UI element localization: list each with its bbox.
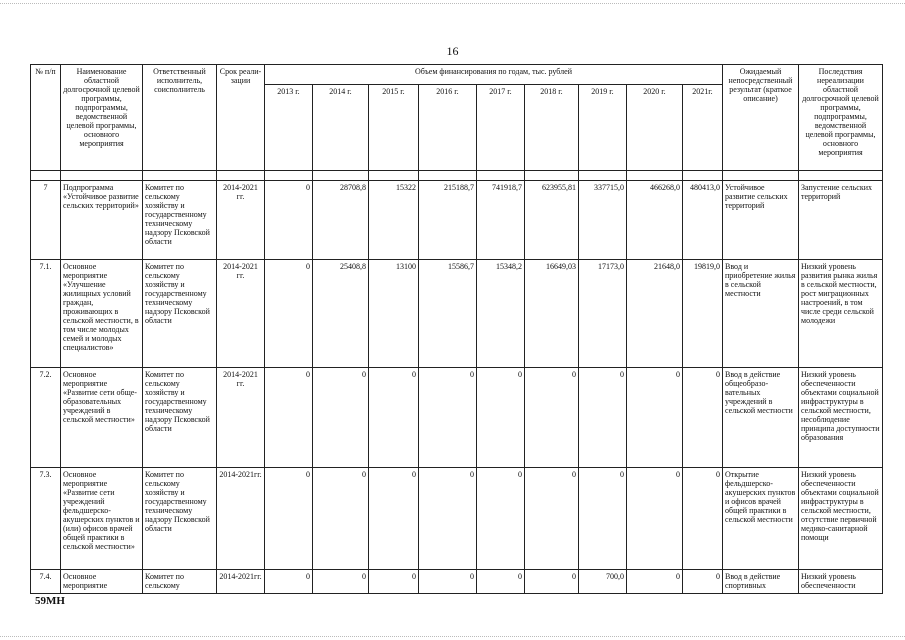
header-responsible: Ответственный исполнитель, соисполнитель bbox=[143, 65, 217, 171]
row-term: 2014-2021 гг. bbox=[217, 260, 265, 368]
row-responsible: Комитет по сельскому хозяйству и государственному техническому надзору Псковской области bbox=[143, 468, 217, 570]
header-num: № п/п bbox=[31, 65, 61, 171]
table-row bbox=[31, 181, 883, 260]
row-expected: Устойчивое развитие сельских территорий bbox=[723, 181, 799, 260]
row-value: 0 bbox=[265, 181, 313, 260]
row-value: 0 bbox=[419, 468, 477, 570]
header-year: 2017 г. bbox=[477, 85, 525, 171]
row-value: 15586,7 bbox=[419, 260, 477, 368]
row-value: 15348,2 bbox=[477, 260, 525, 368]
row-name: Основное мероприятие bbox=[61, 570, 143, 594]
header-spacer-row bbox=[31, 171, 883, 181]
row-value: 466268,0 bbox=[627, 181, 683, 260]
row-name: Основное мероприятие «Развитие сети обще-образовательных учреждений в сельской местности» bbox=[61, 368, 143, 468]
table-row bbox=[31, 468, 883, 570]
row-name: Основное мероприятие «Развитие сети учреждений фельдшерско-акушерских пунктов и (или) офисов врачей общей практики в сельской местности» bbox=[61, 468, 143, 570]
scan-top-edge bbox=[0, 3, 905, 5]
row-num: 7.2. bbox=[31, 368, 61, 468]
row-value: 0 bbox=[477, 570, 525, 594]
row-num: 7.4. bbox=[31, 570, 61, 594]
row-value: 15322 bbox=[369, 181, 419, 260]
header-name: Наименование областной долгосрочной целевой программы, подпрограммы, ведомственной целевой программы, основного мероприятия bbox=[61, 65, 143, 171]
row-consequences: Низкий уровень обеспеченности объектами социальной инфраструктуры в сельской местности, несоблюдение принципа доступности образования bbox=[799, 368, 883, 468]
row-value: 0 bbox=[369, 368, 419, 468]
row-value: 0 bbox=[313, 468, 369, 570]
row-value: 0 bbox=[683, 570, 723, 594]
header-funding: Объем финансирования по годам, тыс. рублей bbox=[265, 65, 723, 85]
row-term: 2014-2021гг. bbox=[217, 570, 265, 594]
funding-table bbox=[30, 64, 883, 594]
row-value: 0 bbox=[265, 368, 313, 468]
header-year: 2020 г. bbox=[627, 85, 683, 171]
row-name: Основное мероприятие «Улучшение жилищных условий граждан, проживающих в сельской местности, в том числе молодых семей и молодых специалистов» bbox=[61, 260, 143, 368]
row-responsible: Комитет по сельскому хозяйству и государственному техническому надзору Псковской области bbox=[143, 181, 217, 260]
row-term: 2014-2021гг. bbox=[217, 468, 265, 570]
row-name: Подпрограмма «Устойчивое развитие сельских территорий» bbox=[61, 181, 143, 260]
scan-bottom-edge bbox=[0, 636, 905, 638]
row-expected: Открытие фельдшерско-акушерских пунктов и офисов врачей общей практики в сельской местности bbox=[723, 468, 799, 570]
row-value: 0 bbox=[683, 468, 723, 570]
row-value: 0 bbox=[627, 368, 683, 468]
table-row bbox=[31, 260, 883, 368]
row-value: 0 bbox=[313, 368, 369, 468]
row-value: 0 bbox=[579, 368, 627, 468]
row-value: 700,0 bbox=[579, 570, 627, 594]
footer-stamp: 59МН bbox=[35, 595, 65, 607]
row-value: 0 bbox=[265, 468, 313, 570]
header-year: 2019 г. bbox=[579, 85, 627, 171]
header-year: 2014 г. bbox=[313, 85, 369, 171]
row-responsible: Комитет по сельскому хозяйству и государственному техническому надзору Псковской области bbox=[143, 368, 217, 468]
row-value: 480413,0 bbox=[683, 181, 723, 260]
row-value: 337715,0 bbox=[579, 181, 627, 260]
table-row bbox=[31, 368, 883, 468]
row-consequences: Запустение сельских территорий bbox=[799, 181, 883, 260]
row-value: 0 bbox=[525, 570, 579, 594]
row-consequences: Низкий уровень развития рынка жилья в сельской местности, рост миграционных настроений, в том числе среди сельской молодежи bbox=[799, 260, 883, 368]
row-expected: Ввод в действие спортивных bbox=[723, 570, 799, 594]
page-number: 16 bbox=[446, 44, 459, 58]
row-value: 0 bbox=[265, 260, 313, 368]
row-term: 2014-2021 гг. bbox=[217, 181, 265, 260]
row-value: 0 bbox=[683, 368, 723, 468]
row-value: 0 bbox=[419, 368, 477, 468]
row-value: 0 bbox=[369, 468, 419, 570]
row-value: 0 bbox=[419, 570, 477, 594]
row-value: 17173,0 bbox=[579, 260, 627, 368]
row-value: 623955,81 bbox=[525, 181, 579, 260]
row-value: 0 bbox=[525, 368, 579, 468]
header-year: 2016 г. bbox=[419, 85, 477, 171]
row-value: 25408,8 bbox=[313, 260, 369, 368]
row-value: 0 bbox=[265, 570, 313, 594]
header-expected: Ожидаемый непосредственный результат (краткое описание) bbox=[723, 65, 799, 171]
row-value: 0 bbox=[627, 468, 683, 570]
row-term: 2014-2021 гг. bbox=[217, 368, 265, 468]
header-year: 2015 г. bbox=[369, 85, 419, 171]
row-responsible: Комитет по сельскому хозяйству и государственному техническому надзору Псковской области bbox=[143, 260, 217, 368]
row-value: 0 bbox=[627, 570, 683, 594]
header-year: 2021г. bbox=[683, 85, 723, 171]
row-expected: Ввод и приобретение жилья в сельской местности bbox=[723, 260, 799, 368]
row-responsible: Комитет по сельскому bbox=[143, 570, 217, 594]
row-value: 28708,8 bbox=[313, 181, 369, 260]
row-value: 0 bbox=[525, 468, 579, 570]
row-value: 741918,7 bbox=[477, 181, 525, 260]
row-value: 19819,0 bbox=[683, 260, 723, 368]
header-year: 2018 г. bbox=[525, 85, 579, 171]
row-consequences: Низкий уровень обеспеченности bbox=[799, 570, 883, 594]
header-consequences: Последствия нереализации областной долгосрочной целевой программы, подпрограммы, ведомственной целевой программы, основного мероприятия bbox=[799, 65, 883, 171]
row-num: 7 bbox=[31, 181, 61, 260]
table-row bbox=[31, 570, 883, 594]
row-value: 0 bbox=[313, 570, 369, 594]
row-num: 7.1. bbox=[31, 260, 61, 368]
row-value: 0 bbox=[477, 468, 525, 570]
row-expected: Ввод в действие общеобразо-вательных учреждений в сельской местности bbox=[723, 368, 799, 468]
row-value: 0 bbox=[477, 368, 525, 468]
row-value: 13100 bbox=[369, 260, 419, 368]
row-value: 215188,7 bbox=[419, 181, 477, 260]
row-value: 0 bbox=[579, 468, 627, 570]
row-num: 7.3. bbox=[31, 468, 61, 570]
row-value: 16649,03 bbox=[525, 260, 579, 368]
row-value: 0 bbox=[369, 570, 419, 594]
row-value: 21648,0 bbox=[627, 260, 683, 368]
header-year: 2013 г. bbox=[265, 85, 313, 171]
header-term: Срок реали-зации bbox=[217, 65, 265, 171]
row-consequences: Низкий уровень обеспеченности объектами социальной инфраструктуры в сельской местности, отсутствие первичной медико-санитарной помощи bbox=[799, 468, 883, 570]
